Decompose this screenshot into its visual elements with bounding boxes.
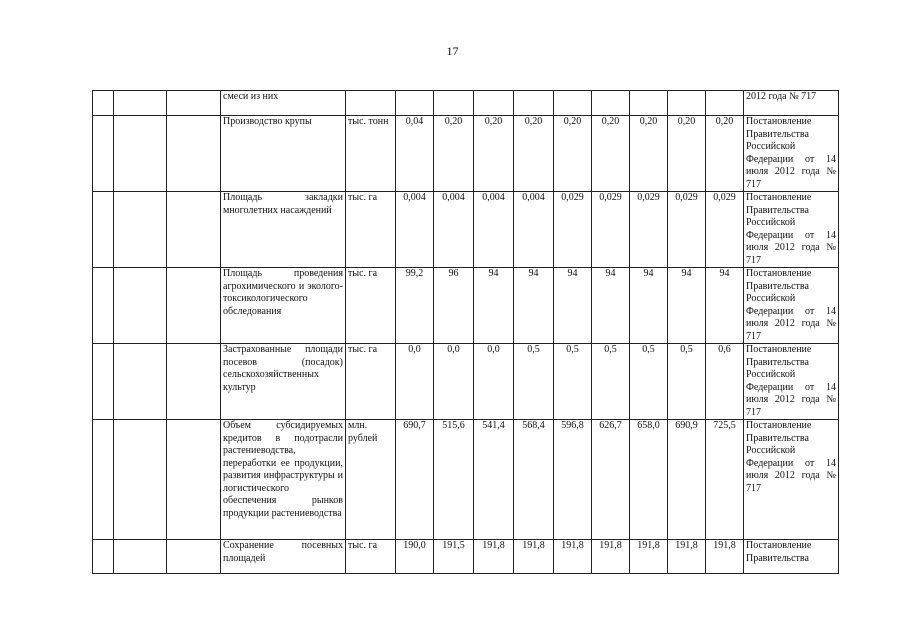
legal-basis-cell: 2012 года № 717 xyxy=(744,91,839,116)
empty-cell xyxy=(167,268,221,344)
empty-cell xyxy=(167,420,221,540)
empty-cell xyxy=(93,344,114,420)
empty-cell xyxy=(114,344,167,420)
indicator-name: смеси из них xyxy=(221,91,346,116)
value-cell: 0,004 xyxy=(396,192,434,268)
legal-basis-cell: Постановление Правительства Российской Федерации от 14 июля 2012 года № 717 xyxy=(744,192,839,268)
value-cell: 541,4 xyxy=(474,420,514,540)
value-cell: 0,029 xyxy=(706,192,744,268)
unit-cell: тыс. га xyxy=(346,540,396,574)
value-cell: 0,029 xyxy=(668,192,706,268)
value-cell: 0,20 xyxy=(706,116,744,192)
table-row xyxy=(93,344,839,420)
empty-cell xyxy=(93,116,114,192)
unit-cell xyxy=(346,91,396,116)
value-cell: 191,8 xyxy=(474,540,514,574)
value-cell: 94 xyxy=(554,268,592,344)
value-cell: 94 xyxy=(592,268,630,344)
unit-cell: млн. рублей xyxy=(346,420,396,540)
value-cell: 0,004 xyxy=(474,192,514,268)
value-cell: 190,0 xyxy=(396,540,434,574)
value-cell: 0,20 xyxy=(434,116,474,192)
indicators-table xyxy=(92,90,839,574)
empty-cell xyxy=(93,91,114,116)
value-cell: 0,5 xyxy=(514,344,554,420)
value-cell: 0,20 xyxy=(630,116,668,192)
indicator-name: Сохранение посевных площадей xyxy=(221,540,346,574)
unit-cell: тыс. га xyxy=(346,192,396,268)
empty-cell xyxy=(114,540,167,574)
value-cell xyxy=(592,91,630,116)
value-cell: 0,5 xyxy=(668,344,706,420)
value-cell: 596,8 xyxy=(554,420,592,540)
empty-cell xyxy=(93,192,114,268)
indicator-name: Застрахованные площади посевов (посадок) сельскохозяйственных культур xyxy=(221,344,346,420)
value-cell: 191,8 xyxy=(514,540,554,574)
value-cell xyxy=(514,91,554,116)
value-cell: 0,20 xyxy=(474,116,514,192)
empty-cell xyxy=(114,268,167,344)
empty-cell xyxy=(167,116,221,192)
unit-cell: тыс. га xyxy=(346,268,396,344)
value-cell: 0,20 xyxy=(668,116,706,192)
indicator-name: Площадь проведения агрохимического и эколого-токсикологического обследования xyxy=(221,268,346,344)
table-row xyxy=(93,268,839,344)
value-cell: 658,0 xyxy=(630,420,668,540)
value-cell xyxy=(396,91,434,116)
value-cell: 0,5 xyxy=(592,344,630,420)
value-cell: 0,004 xyxy=(434,192,474,268)
value-cell: 94 xyxy=(514,268,554,344)
value-cell: 94 xyxy=(630,268,668,344)
value-cell: 690,9 xyxy=(668,420,706,540)
value-cell: 94 xyxy=(706,268,744,344)
table-row xyxy=(93,91,839,116)
empty-cell xyxy=(93,540,114,574)
empty-cell xyxy=(93,268,114,344)
legal-basis-cell: Постановление Правительства Российской Федерации от 14 июля 2012 года № 717 xyxy=(744,344,839,420)
value-cell: 96 xyxy=(434,268,474,344)
value-cell: 0,029 xyxy=(554,192,592,268)
table-row xyxy=(93,420,839,540)
unit-cell: тыс. тонн xyxy=(346,116,396,192)
value-cell: 191,8 xyxy=(554,540,592,574)
empty-cell xyxy=(114,91,167,116)
value-cell: 0,5 xyxy=(630,344,668,420)
empty-cell xyxy=(114,116,167,192)
indicator-name: Производство крупы xyxy=(221,116,346,192)
value-cell: 0,029 xyxy=(592,192,630,268)
value-cell: 0,0 xyxy=(474,344,514,420)
value-cell: 94 xyxy=(668,268,706,344)
empty-cell xyxy=(167,192,221,268)
legal-basis-cell: Постановление Правительства xyxy=(744,540,839,574)
legal-basis-cell: Постановление Правительства Российской Федерации от 14 июля 2012 года № 717 xyxy=(744,268,839,344)
value-cell: 0,0 xyxy=(434,344,474,420)
value-cell: 191,5 xyxy=(434,540,474,574)
value-cell: 191,8 xyxy=(668,540,706,574)
value-cell: 568,4 xyxy=(514,420,554,540)
value-cell: 0,20 xyxy=(554,116,592,192)
table-row xyxy=(93,116,839,192)
table-row xyxy=(93,192,839,268)
value-cell: 0,029 xyxy=(630,192,668,268)
value-cell: 0,04 xyxy=(396,116,434,192)
value-cell: 515,6 xyxy=(434,420,474,540)
empty-cell xyxy=(167,91,221,116)
value-cell xyxy=(630,91,668,116)
value-cell xyxy=(434,91,474,116)
value-cell: 191,8 xyxy=(592,540,630,574)
value-cell xyxy=(668,91,706,116)
value-cell: 690,7 xyxy=(396,420,434,540)
value-cell: 0,5 xyxy=(554,344,592,420)
value-cell: 191,8 xyxy=(706,540,744,574)
value-cell xyxy=(554,91,592,116)
page-number: 17 xyxy=(446,44,459,58)
value-cell xyxy=(706,91,744,116)
empty-cell xyxy=(93,420,114,540)
unit-cell: тыс. га xyxy=(346,344,396,420)
value-cell: 0,20 xyxy=(514,116,554,192)
value-cell: 725,5 xyxy=(706,420,744,540)
empty-cell xyxy=(167,344,221,420)
legal-basis-cell: Постановление Правительства Российской Федерации от 14 июля 2012 года № 717 xyxy=(744,116,839,192)
value-cell xyxy=(474,91,514,116)
value-cell: 626,7 xyxy=(592,420,630,540)
legal-basis-cell: Постановление Правительства Российской Федерации от 14 июля 2012 года № 717 xyxy=(744,420,839,540)
value-cell: 0,20 xyxy=(592,116,630,192)
value-cell: 99,2 xyxy=(396,268,434,344)
indicator-name: Площадь закладки многолетних насаждений xyxy=(221,192,346,268)
value-cell: 94 xyxy=(474,268,514,344)
value-cell: 0,6 xyxy=(706,344,744,420)
indicator-name: Объем субсидируемых кредитов в подотрасли растениеводства, переработки ее продукции, развития инфраструктуры и логистического обеспечения рынков продукции растениеводства xyxy=(221,420,346,540)
value-cell: 0,004 xyxy=(514,192,554,268)
table-row xyxy=(93,540,839,574)
empty-cell xyxy=(114,192,167,268)
value-cell: 191,8 xyxy=(630,540,668,574)
empty-cell xyxy=(167,540,221,574)
value-cell: 0,0 xyxy=(396,344,434,420)
empty-cell xyxy=(114,420,167,540)
